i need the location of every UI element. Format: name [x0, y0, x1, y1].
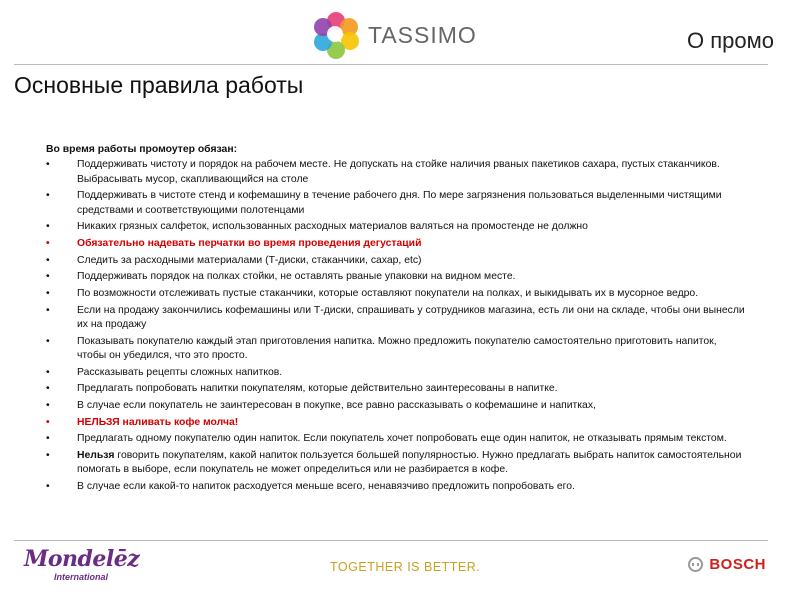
top-divider: [14, 64, 768, 65]
rule-item: [46, 270, 746, 284]
rule-item: [46, 158, 746, 187]
bullet-icon: •: [46, 304, 50, 316]
tassimo-flower-icon: [312, 12, 360, 60]
rule-item: [46, 220, 746, 234]
bullet-icon: •: [46, 400, 50, 412]
rule-item: [46, 449, 746, 478]
rule-item: [46, 189, 746, 218]
rule-item: [46, 382, 746, 396]
rules-block: [46, 143, 746, 497]
bullet-icon: •: [46, 190, 50, 202]
rule-item: [46, 399, 746, 413]
bosch-logo: [688, 556, 766, 573]
bosch-wordmark: BOSCH: [709, 556, 766, 573]
bosch-armature-icon: [688, 557, 703, 572]
rule-text: Обязательно надевать перчатки во время проведения дегустаций: [77, 237, 422, 249]
rule-text: Поддерживать чистоту и порядок на рабочем месте. Не допускать на стойке наличия рваных пакетиков сахара, пустых стаканчиков. Выбрасывать мусор, скапливающийся на столе: [77, 159, 720, 185]
rule-bold-prefix: Нельзя: [77, 450, 115, 462]
bullet-icon: •: [46, 366, 50, 378]
rules-list: [46, 158, 746, 494]
rule-text: В случае если покупатель не заинтересован в покупке, все равно рассказывать о кофемашине и напитках,: [77, 400, 596, 412]
rules-intro: Во время работы промоутер обязан:: [46, 144, 238, 155]
rule-text: Предлагать одному покупателю один напиток. Если покупатель хочет попробовать еще один напиток, не отказывать прямым текстом.: [77, 433, 727, 445]
rule-text: НЕЛЬЗЯ наливать кофе молча!: [77, 416, 239, 428]
tassimo-wordmark: TASSIMO: [368, 22, 477, 48]
section-label: О промо: [687, 28, 774, 53]
rule-text: Никаких грязных салфеток, использованных расходных материалов валяться на промостенде не должно: [77, 221, 588, 233]
rule-item: [46, 304, 746, 333]
rule-text: Показывать покупателю каждый этап приготовления напитка. Можно предложить покупателю самостоятельно приготовить напиток, чтобы он убедился, что это просто.: [77, 335, 717, 361]
rule-item: [46, 416, 746, 430]
rule-text: По возможности отслеживать пустые стаканчики, которые оставляют покупатели на полках, и выкидывать их в мусорное ведро.: [77, 288, 699, 300]
rule-text: Поддерживать порядок на полках стойки, не оставлять рваные упаковки на видном месте.: [77, 271, 516, 283]
mondelez-logo: [24, 546, 140, 582]
rule-text: Рассказывать рецепты сложных напитков.: [77, 366, 283, 378]
rule-text: Следить за расходными материалами (Т-диски, стаканчики, сахар, etc): [77, 254, 422, 266]
rule-text: Поддерживать в чистоте стенд и кофемашину в течение рабочего дня. По мере загрязнения пользоваться выделенными чистящими средствами и соответствующими полотенцами: [77, 190, 722, 216]
rule-text: Предлагать попробовать напитки покупателям, которые действительно заинтересованы в напитке.: [77, 383, 558, 395]
tagline: TOGETHER IS BETTER.: [330, 560, 481, 574]
rule-item: [46, 366, 746, 380]
bullet-icon: •: [46, 271, 50, 283]
bullet-icon: •: [46, 288, 50, 300]
page-title: Основные правила работы: [14, 72, 304, 98]
rule-item: [46, 237, 746, 251]
bullet-icon: •: [46, 481, 50, 493]
rule-item: [46, 480, 746, 494]
rule-item: [46, 335, 746, 364]
bullet-icon: •: [46, 221, 50, 233]
rule-item: [46, 432, 746, 446]
bullet-icon: •: [46, 237, 50, 249]
rule-text: говорить покупателям, какой напиток пользуется большей популярностью. Нужно предлагать выбрать напиток самостоятельнои помогать в выборе, если покупатель не может определиться или не разбирается в кофе.: [77, 450, 742, 476]
bullet-icon: •: [46, 433, 50, 445]
rule-item: [46, 254, 746, 268]
bottom-divider: [14, 540, 768, 541]
mondelez-subtitle: International: [54, 572, 109, 582]
bullet-icon: •: [46, 254, 50, 266]
mondelez-wordmark: Mondelēz: [24, 546, 140, 572]
bullet-icon: •: [46, 335, 50, 347]
bullet-icon: •: [46, 450, 50, 462]
rule-text: Если на продажу закончились кофемашины или Т-диски, спрашивать у сотрудников магазина, есть ли они на складе, чтобы они вынесли их на продажу: [77, 304, 745, 330]
bullet-icon: •: [46, 383, 50, 395]
rule-item: [46, 287, 746, 301]
rule-text: В случае если какой-то напиток расходуется меньше всего, ненавязчиво предложить попробовать его.: [77, 481, 575, 493]
tassimo-logo: [312, 12, 477, 64]
bullet-icon: •: [46, 159, 50, 171]
bullet-icon: •: [46, 416, 50, 428]
